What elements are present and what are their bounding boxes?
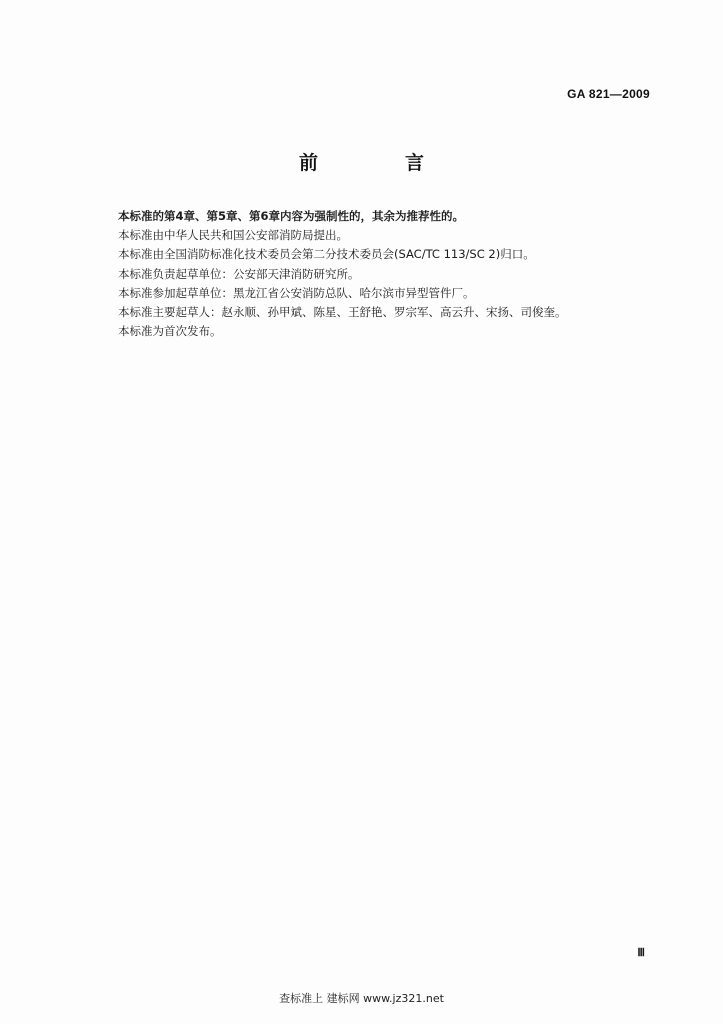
paragraph-first-release: 本标准为首次发布。 bbox=[118, 324, 222, 339]
watermark-text: 查标准上 建标网 www.jz321.net bbox=[279, 992, 444, 1005]
paragraph-drafting-unit: 本标准负责起草单位：公安部天津消防研究所。 bbox=[118, 266, 360, 281]
standard-code: GA 821—2009 bbox=[567, 87, 650, 101]
page-number: Ⅲ bbox=[637, 947, 645, 959]
page-title: 前 言 bbox=[298, 152, 458, 174]
paragraph-participating-units: 本标准参加起草单位：黑龙江省公安消防总队、哈尔滨市异型管件厂。 bbox=[118, 285, 475, 300]
paragraph-committee: 本标准由全国消防标准化技术委员会第二分技术委员会(SAC/TC 113/SC 2)归口。 bbox=[118, 247, 535, 262]
paragraph-drafters: 本标准主要起草人：赵永顺、孙甲斌、陈星、王舒艳、罗宗军、高云升、宋扬、司俊奎。 bbox=[118, 305, 567, 320]
foreword-body bbox=[118, 207, 658, 341]
paragraph-proposer: 本标准由中华人民共和国公安部消防局提出。 bbox=[118, 228, 348, 243]
paragraph-mandatory-clauses: 本标准的第4章、第5章、第6章内容为强制性的，其余为推荐性的。 bbox=[118, 209, 465, 223]
